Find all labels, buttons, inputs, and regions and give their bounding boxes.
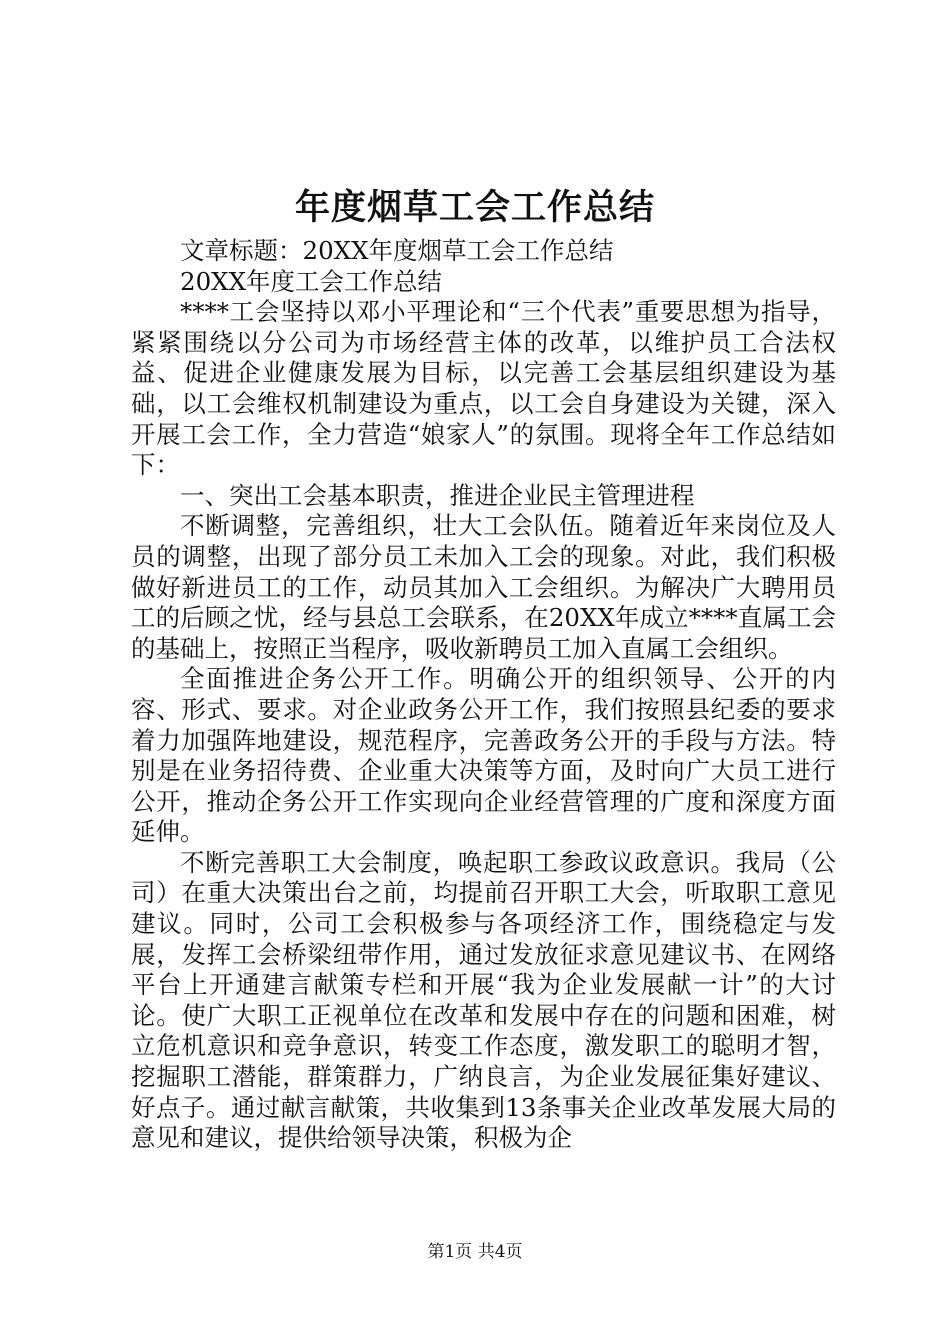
body-paragraph: 不断调整，完善组织，壮大工会队伍。随着近年来岗位及人员的调整，出现了部分员工未加入工会的现象。对此，我们积极做好新进员工的工作，动员其加入工会组织。为解决广大聘用员工的后顾之忧，经与县总工会联系，在20XX年成立****直属工会的基础上，按照正当程序，吸收新聘员工加入直属工会组织。: [131, 511, 836, 663]
body-paragraph: 不断完善职工大会制度，唤起职工参政议政意识。我局（公司）在重大决策出台之前，均提前召开职工大会，听取职工意见建议。同时，公司工会积极参与各项经济工作，围绕稳定与发展，发挥工会桥梁纽带作用，通过发放征求意见建议书、在网络平台上开通建言献策专栏和开展“我为企业发展献一计”的大讨论。使广大职工正视单位在改革和发展中存在的问题和困难，树立危机意识和竞争意识，转变工作态度，激发职工的聪明才智，挖掘职工潜能，群策群力，广纳良言，为企业发展征集好建议、好点子。通过献言献策，共收集到13条事关企业改革发展大局的意见和建议，提供给领导决策，积极为企: [131, 847, 836, 1153]
document-body: [131, 236, 836, 1154]
document-title: 年度烟草工会工作总结: [294, 187, 655, 228]
article-title-line: 文章标题：20XX年度烟草工会工作总结: [180, 236, 614, 265]
section-heading: 一、突出工会基本职责，推进企业民主管理进程: [180, 480, 695, 510]
intro-paragraph: ****工会坚持以邓小平理论和“三个代表”重要思想为指导，紧紧围绕以分公司为市场经营主体的改革，以维护员工合法权益、促进企业健康发展为目标，以完善工会基层组织建设为基础，以工会维权机制建设为重点，以工会自身建设为关键，深入开展工会工作，全力营造“娘家人”的氛围。现将全年工作总结如下：: [131, 297, 836, 480]
body-paragraph: 全面推进企务公开工作。明确公开的组织领导、公开的内容、形式、要求。对企业政务公开工作，我们按照县纪委的要求着力加强阵地建设，规范程序，完善政务公开的手段与方法。特别是在业务招待费、企业重大决策等方面，及时向广大员工进行公开，推动企务公开工作实现向企业经营管理的广度和深度方面延伸。: [131, 664, 836, 847]
subtitle-line: 20XX年度工会工作总结: [180, 266, 443, 296]
page-number: 第1页 共4页: [427, 1242, 523, 1262]
